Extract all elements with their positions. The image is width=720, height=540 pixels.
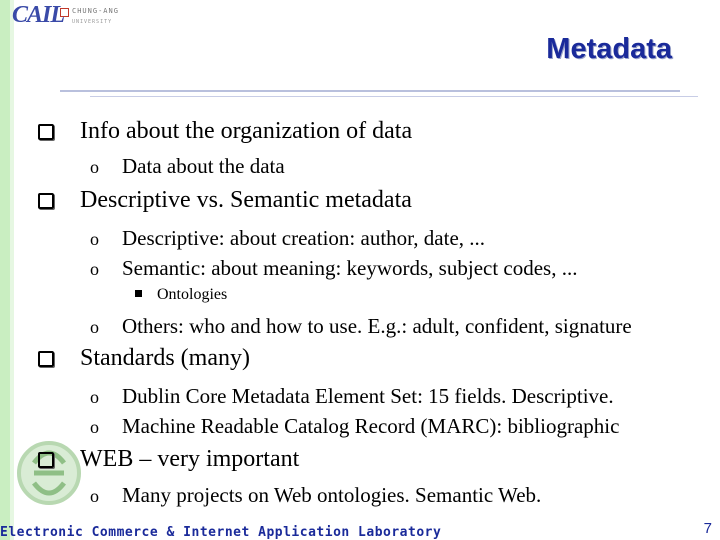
sub-bullet-text: Descriptive: about creation: author, date, ... <box>122 226 486 250</box>
footer-lab-name: Electronic Commerce & Internet Application Laboratory <box>0 525 442 540</box>
checkbox-bullet-icon <box>38 351 54 367</box>
sub-bullet-text: Semantic: about meaning: keywords, subject codes, ... <box>122 256 578 280</box>
logo-text-line2: UNIVERSITY <box>72 19 113 25</box>
checkbox-bullet-icon <box>38 193 54 209</box>
square-bullet-icon <box>135 290 142 297</box>
sub-bullet-text: Machine Readable Catalog Record (MARC): bibliographic <box>122 414 620 438</box>
sub-sub-bullet-text: Ontologies <box>157 286 228 303</box>
bullet-item <box>38 345 250 372</box>
sub-bullet-item <box>90 226 485 251</box>
sub-bullet-item <box>90 384 614 409</box>
sub-bullet-item <box>90 154 285 179</box>
slide-title: Metadata <box>546 33 672 65</box>
circle-bullet-icon: o <box>90 417 99 437</box>
bullet-text: Info about the organization of data <box>80 118 413 144</box>
title-underline <box>60 90 680 92</box>
logo-square-icon <box>60 8 69 17</box>
page-number: 7 <box>703 520 712 537</box>
circle-bullet-icon: o <box>90 157 99 177</box>
bullet-item <box>38 187 412 214</box>
sub-bullet-text: Data about the data <box>122 154 285 178</box>
checkbox-bullet-icon <box>38 124 54 140</box>
circle-bullet-icon: o <box>90 229 99 249</box>
sub-sub-bullet-item <box>135 286 227 304</box>
left-decor-band <box>0 0 10 540</box>
bullet-text: Standards (many) <box>80 345 250 371</box>
sub-bullet-text: Many projects on Web ontologies. Semantic Web. <box>122 483 542 507</box>
bullet-text: WEB – very important <box>80 446 300 472</box>
bullet-item <box>38 118 412 145</box>
sub-bullet-text: Others: who and how to use. E.g.: adult, confident, signature <box>122 314 632 338</box>
sub-bullet-item <box>90 414 619 439</box>
university-logo <box>12 2 122 34</box>
sub-bullet-item <box>90 314 632 339</box>
sub-bullet-item <box>90 483 541 508</box>
bullet-item <box>38 446 299 473</box>
logo-mark: CAIL <box>12 2 65 28</box>
bullet-text: Descriptive vs. Semantic metadata <box>80 187 412 213</box>
checkbox-bullet-icon <box>38 452 54 468</box>
circle-bullet-icon: o <box>90 387 99 407</box>
title-underline-secondary <box>90 96 698 97</box>
circle-bullet-icon: o <box>90 486 99 506</box>
circle-bullet-icon: o <box>90 259 99 279</box>
sub-bullet-item <box>90 256 577 281</box>
logo-text-line1: CHUNG-ANG <box>72 7 119 15</box>
circle-bullet-icon: o <box>90 317 99 337</box>
sub-bullet-text: Dublin Core Metadata Element Set: 15 fields. Descriptive. <box>122 384 614 408</box>
